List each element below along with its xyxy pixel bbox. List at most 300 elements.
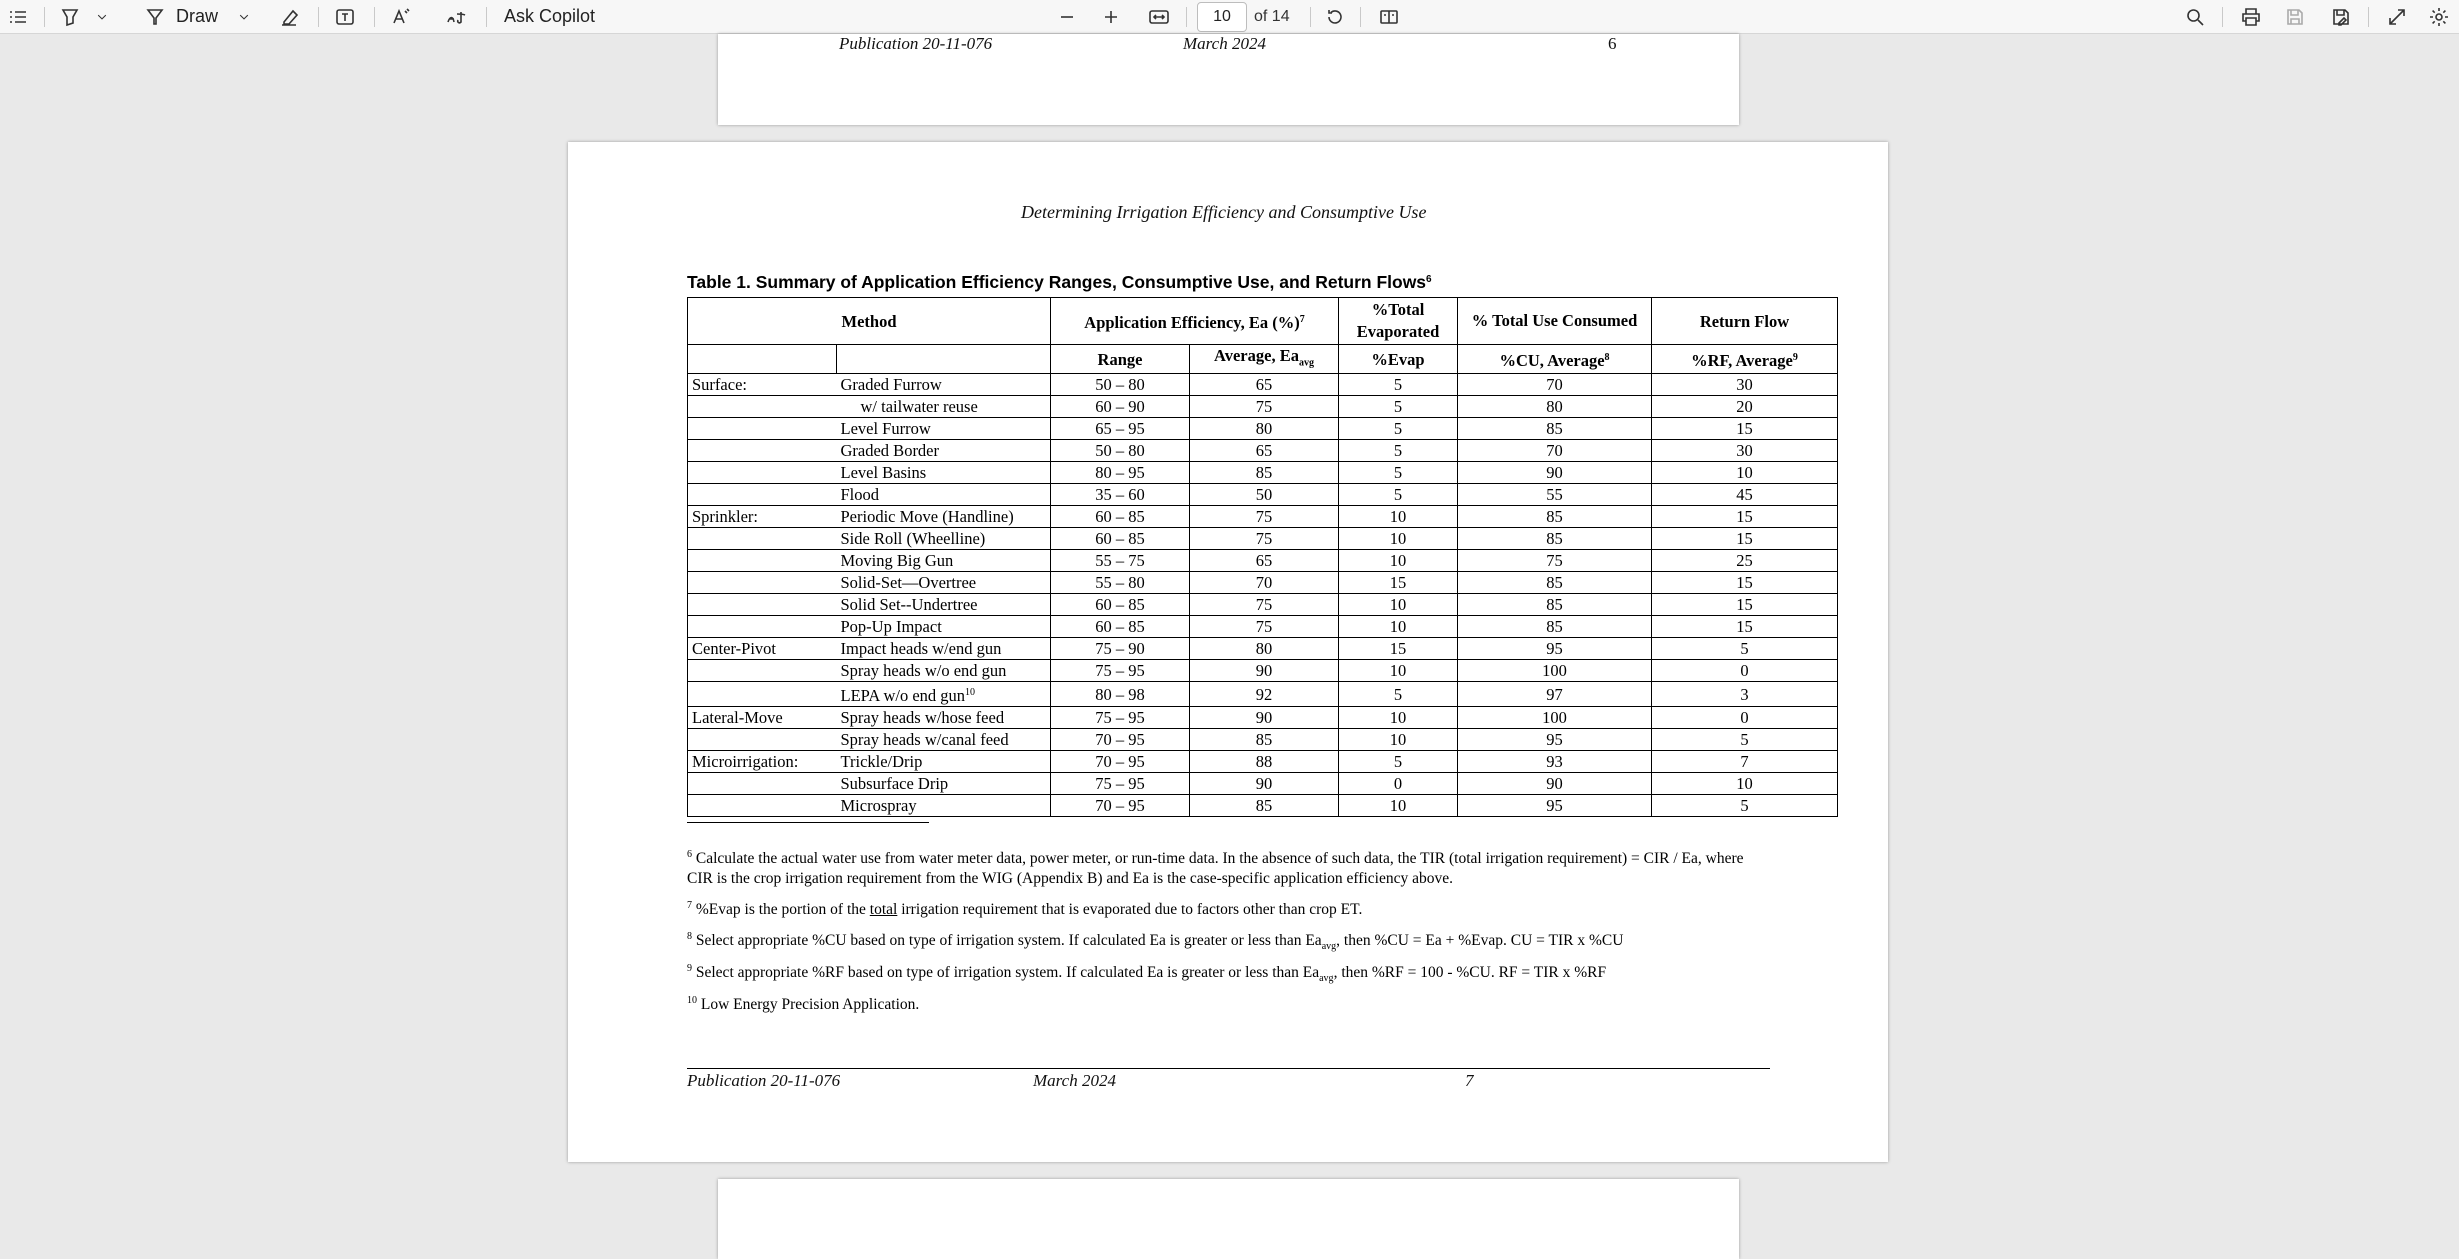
cell-evap xyxy=(1339,682,1458,707)
cell-evap-text: 5 xyxy=(1393,684,1403,704)
cell-rf-text: 10 xyxy=(1736,774,1753,794)
cell-evap xyxy=(1339,638,1458,660)
text-box-icon[interactable] xyxy=(330,0,360,33)
cell-cu-text: 75 xyxy=(1546,551,1563,571)
cell-cu xyxy=(1458,616,1652,638)
zoom-out-icon[interactable] xyxy=(1052,0,1082,33)
cell-evap-text: 5 xyxy=(1393,485,1403,505)
divider xyxy=(44,7,45,27)
cell-cu xyxy=(1458,550,1652,572)
cell-evap xyxy=(1339,506,1458,528)
highlight-icon[interactable] xyxy=(56,0,84,33)
cell-group-text: Microirrigation: xyxy=(692,752,799,772)
read-aloud-icon[interactable] xyxy=(386,0,416,33)
divider xyxy=(2222,7,2223,27)
highlight-chevron-down-icon[interactable] xyxy=(92,0,112,33)
cell-range xyxy=(1051,773,1190,795)
cell-rf xyxy=(1652,462,1838,484)
draw-button[interactable]: Draw xyxy=(176,6,219,26)
cell-evap xyxy=(1339,795,1458,817)
cell-average-text: 50 xyxy=(1255,485,1273,505)
table-row xyxy=(688,682,1838,707)
cell-method-text: Trickle/Drip xyxy=(840,752,923,772)
cell-range-text: 55 – 75 xyxy=(1095,551,1145,571)
cell-method xyxy=(837,528,1051,550)
cell-rf xyxy=(1652,729,1838,751)
cell-evap xyxy=(1339,396,1458,418)
cell-evap-text: 5 xyxy=(1393,752,1403,772)
cell-method xyxy=(837,440,1051,462)
cell-cu-text: 90 xyxy=(1546,774,1563,794)
cell-group xyxy=(688,550,837,572)
cell-rf-text: 15 xyxy=(1736,507,1753,527)
cell-cu-text: 85 xyxy=(1546,573,1563,593)
page-view-icon[interactable] xyxy=(1374,0,1404,33)
cell-range-text: 50 – 80 xyxy=(1095,441,1145,461)
draw-icon[interactable] xyxy=(140,0,170,33)
cell-method xyxy=(837,638,1051,660)
cell-evap xyxy=(1339,751,1458,773)
zoom-in-icon[interactable] xyxy=(1096,0,1126,33)
cell-range-text: 80 – 98 xyxy=(1095,684,1145,704)
cell-method-text: Level Basins xyxy=(840,463,927,483)
cell-average xyxy=(1190,418,1339,440)
footnote-number: 9 xyxy=(687,963,692,974)
cell-range xyxy=(1051,550,1190,572)
cell-evap-text: 10 xyxy=(1389,595,1407,615)
footer-page-number: 7 xyxy=(1465,1071,1474,1090)
footnote-separator xyxy=(687,822,929,823)
cell-method-text: Moving Big Gun xyxy=(840,551,954,571)
cell-group xyxy=(688,462,837,484)
cell-group-text: Surface: xyxy=(692,375,747,395)
save-icon[interactable] xyxy=(2280,0,2310,33)
cell-evap-text: 15 xyxy=(1389,639,1407,659)
cell-average xyxy=(1190,729,1339,751)
search-icon[interactable] xyxy=(2180,0,2210,33)
cell-rf-text: 5 xyxy=(1740,796,1749,816)
cell-group xyxy=(688,707,837,729)
cell-range xyxy=(1051,616,1190,638)
footnote-number: 8 xyxy=(687,931,692,942)
cell-evap xyxy=(1339,550,1458,572)
cell-range-text: 35 – 60 xyxy=(1095,485,1145,505)
cell-cu xyxy=(1458,660,1652,682)
table-row xyxy=(688,660,1838,682)
cell-evap xyxy=(1339,484,1458,506)
cell-group xyxy=(688,660,837,682)
cell-rf-text: 30 xyxy=(1736,441,1753,461)
cell-cu xyxy=(1458,751,1652,773)
cell-cu-text: 85 xyxy=(1546,529,1563,549)
cell-rf xyxy=(1652,572,1838,594)
cell-rf xyxy=(1652,594,1838,616)
cell-rf-text: 5 xyxy=(1740,639,1749,659)
cell-method-text: Solid-Set—Overtree xyxy=(840,573,977,593)
cell-range-text: 75 – 90 xyxy=(1095,639,1145,659)
footnote-text: Select appropriate %RF based on type of irrigation system. If calculated Ea is greater or less than Ea xyxy=(695,964,1320,981)
cell-method-text: Spray heads w/canal feed xyxy=(840,730,1009,750)
footer-rule xyxy=(687,1068,1770,1069)
cell-range-text: 75 – 95 xyxy=(1095,708,1145,728)
running-header: Determining Irrigation Efficiency and Consumptive Use xyxy=(1021,202,1427,222)
cell-average-text: 75 xyxy=(1255,617,1273,637)
cell-group-text: Lateral-Move xyxy=(692,708,783,728)
header-total-evaporated: %Total Evaporated xyxy=(1339,298,1458,345)
cell-method-text: Spray heads w/hose feed xyxy=(840,708,1005,728)
fit-to-width-icon[interactable] xyxy=(1144,0,1174,33)
divider xyxy=(2368,7,2369,27)
cell-evap xyxy=(1339,660,1458,682)
header-return-flow: Return Flow xyxy=(1652,298,1838,345)
table-row xyxy=(688,751,1838,773)
cell-group xyxy=(688,418,837,440)
cell-method xyxy=(837,682,1051,707)
cell-group xyxy=(688,528,837,550)
cell-average xyxy=(1190,707,1339,729)
cell-average xyxy=(1190,594,1339,616)
footnote-6 xyxy=(687,845,1767,889)
cell-cu-text: 100 xyxy=(1542,708,1567,728)
cell-rf xyxy=(1652,773,1838,795)
cell-group xyxy=(688,773,837,795)
cell-range-text: 55 – 80 xyxy=(1095,573,1145,593)
cell-average xyxy=(1190,440,1339,462)
cell-range-text: 60 – 90 xyxy=(1095,397,1145,417)
table-row xyxy=(688,528,1838,550)
table-row xyxy=(688,795,1838,817)
header-app-eff-footnote-ref: 7 xyxy=(1299,314,1305,325)
cell-method xyxy=(837,462,1051,484)
cell-cu xyxy=(1458,440,1652,462)
cell-range-text: 60 – 85 xyxy=(1095,595,1145,615)
cell-average xyxy=(1190,572,1339,594)
cell-range xyxy=(1051,484,1190,506)
table-row xyxy=(688,594,1838,616)
cell-cu xyxy=(1458,773,1652,795)
cell-method-text: w/ tailwater reuse xyxy=(860,397,978,417)
footer-date: March 2024 xyxy=(1183,34,1266,53)
cell-cu-text: 85 xyxy=(1546,507,1563,527)
cell-cu xyxy=(1458,462,1652,484)
cell-average-text: 88 xyxy=(1255,752,1273,772)
cell-cu-text: 85 xyxy=(1546,419,1563,439)
cell-range xyxy=(1051,795,1190,817)
eraser-icon[interactable] xyxy=(274,0,304,33)
cell-method xyxy=(837,795,1051,817)
cell-average-text: 80 xyxy=(1255,639,1273,659)
cell-range xyxy=(1051,440,1190,462)
table-row xyxy=(688,707,1838,729)
cell-range xyxy=(1051,396,1190,418)
cell-rf-text: 7 xyxy=(1740,752,1749,772)
cell-evap-text: 5 xyxy=(1393,397,1403,417)
cell-evap-text: 10 xyxy=(1389,551,1407,571)
cell-average-text: 90 xyxy=(1255,661,1273,681)
cell-evap xyxy=(1339,572,1458,594)
cell-evap xyxy=(1339,528,1458,550)
footer-date: March 2024 xyxy=(1033,1071,1116,1090)
expand-icon[interactable] xyxy=(2382,0,2412,33)
cell-evap xyxy=(1339,773,1458,795)
next-page xyxy=(718,1179,1739,1259)
cell-evap-text: 15 xyxy=(1389,573,1407,593)
print-icon[interactable] xyxy=(2236,0,2266,33)
footnote-text: Low Energy Precision Application. xyxy=(700,996,920,1013)
cell-average-text: 85 xyxy=(1255,796,1273,816)
cell-group xyxy=(688,682,837,707)
cell-method xyxy=(837,729,1051,751)
cell-average-text: 90 xyxy=(1255,708,1273,728)
cell-group xyxy=(688,795,837,817)
cell-evap-text: 5 xyxy=(1393,441,1403,461)
cell-method xyxy=(837,484,1051,506)
cell-method xyxy=(837,773,1051,795)
cell-method-text: Graded Furrow xyxy=(840,375,942,395)
cell-cu-text: 95 xyxy=(1546,796,1563,816)
cell-range-text: 50 – 80 xyxy=(1095,375,1145,395)
cell-method xyxy=(837,707,1051,729)
cell-group-text: Sprinkler: xyxy=(692,507,758,527)
cell-cu-text: 80 xyxy=(1546,397,1563,417)
cell-range xyxy=(1051,506,1190,528)
table-row xyxy=(688,773,1838,795)
footnote-10 xyxy=(687,991,1767,1015)
footnote-text: Select appropriate %CU based on type of irrigation system. If calculated Ea is greater or less than Ea xyxy=(695,932,1322,949)
cell-method-footnote-ref: 10 xyxy=(965,687,976,699)
table-row xyxy=(688,572,1838,594)
footnote-subscript: avg xyxy=(1321,941,1337,953)
cell-rf-text: 15 xyxy=(1736,573,1753,593)
cell-evap-text: 10 xyxy=(1389,708,1407,728)
footnote-8 xyxy=(687,927,1767,957)
cell-rf xyxy=(1652,707,1838,729)
cell-method-text: Periodic Move (Handline) xyxy=(840,507,1014,527)
cell-method-text: LEPA w/o end gun xyxy=(840,686,966,706)
header-rf-footnote-ref: 9 xyxy=(1792,352,1798,364)
contents-icon[interactable] xyxy=(4,0,32,33)
cell-cu-text: 95 xyxy=(1546,730,1563,750)
footnote-number: 7 xyxy=(687,900,692,911)
header-rf xyxy=(1652,345,1838,374)
cell-method-text: Solid Set--Undertree xyxy=(840,595,978,615)
divider xyxy=(1186,7,1187,27)
header-range: Range xyxy=(1051,345,1190,374)
cell-cu xyxy=(1458,729,1652,751)
cell-average xyxy=(1190,528,1339,550)
cell-average-text: 65 xyxy=(1255,551,1273,571)
divider xyxy=(1360,7,1361,27)
cell-range-text: 65 – 95 xyxy=(1095,419,1145,439)
cell-cu-text: 85 xyxy=(1546,617,1563,637)
header-average-sub: avg xyxy=(1298,357,1314,369)
table-row xyxy=(688,396,1838,418)
cell-range-text: 60 – 85 xyxy=(1095,529,1145,549)
footnote-underlined-text: total xyxy=(869,901,898,918)
cell-cu xyxy=(1458,418,1652,440)
cell-method-text: Subsurface Drip xyxy=(840,774,949,794)
cell-rf-text: 15 xyxy=(1736,595,1753,615)
page-number-input[interactable]: 10 xyxy=(1197,2,1247,32)
ask-copilot-button[interactable]: Ask Copilot xyxy=(504,6,596,26)
cell-method xyxy=(837,660,1051,682)
header-blank xyxy=(688,345,837,374)
save-as-icon[interactable] xyxy=(2326,0,2356,33)
cell-average xyxy=(1190,396,1339,418)
cell-average xyxy=(1190,616,1339,638)
header-average xyxy=(1190,345,1339,374)
cell-cu xyxy=(1458,682,1652,707)
footnote-subscript: avg xyxy=(1319,973,1334,985)
cell-cu xyxy=(1458,396,1652,418)
cell-rf-text: 0 xyxy=(1740,708,1749,728)
cell-rf-text: 15 xyxy=(1736,529,1753,549)
cell-average-text: 65 xyxy=(1255,441,1273,461)
cell-range xyxy=(1051,572,1190,594)
divider xyxy=(1310,7,1311,27)
header-evap: %Evap xyxy=(1339,345,1458,374)
cell-range xyxy=(1051,528,1190,550)
cell-rf-text: 3 xyxy=(1740,684,1749,704)
cell-range-text: 70 – 95 xyxy=(1095,796,1145,816)
table-row xyxy=(688,638,1838,660)
cell-rf xyxy=(1652,374,1838,396)
cell-range-text: 70 – 95 xyxy=(1095,730,1145,750)
cell-cu xyxy=(1458,707,1652,729)
footer-publication: Publication 20-11-076 xyxy=(687,1071,841,1090)
cell-rf xyxy=(1652,795,1838,817)
table-row xyxy=(688,462,1838,484)
header-rf-text: %RF, Average xyxy=(1691,351,1793,371)
cell-cu xyxy=(1458,795,1652,817)
cell-method-text: Graded Border xyxy=(840,441,940,461)
cell-evap xyxy=(1339,462,1458,484)
cell-range-text: 60 – 85 xyxy=(1095,617,1145,637)
cell-average xyxy=(1190,682,1339,707)
header-method: Method xyxy=(688,298,1051,345)
header-average-text: Average, Ea xyxy=(1214,346,1299,365)
cell-range xyxy=(1051,751,1190,773)
footnote-number: 10 xyxy=(687,995,697,1006)
cell-evap-text: 10 xyxy=(1389,617,1407,637)
cell-average xyxy=(1190,484,1339,506)
total-pages-label: of 14 xyxy=(1254,7,1290,25)
footnote-text: Calculate the actual water use from water meter data, power meter, or run-time data. In the absence of such data, the TIR (total irrigation requirement) = CIR / Ea, where CIR is the crop irrigation requirement from the WIG (Appendix B) and Ea is the case-specific application efficiency above. xyxy=(687,850,1744,887)
divider xyxy=(486,7,487,27)
cell-method xyxy=(837,550,1051,572)
cell-range-text: 75 – 95 xyxy=(1095,774,1145,794)
cell-group xyxy=(688,638,837,660)
cell-evap-text: 10 xyxy=(1389,796,1407,816)
cell-method xyxy=(837,506,1051,528)
footnote-7 xyxy=(687,896,1767,920)
cell-method-text: Impact heads w/end gun xyxy=(840,639,1002,659)
table-row xyxy=(688,616,1838,638)
table-row xyxy=(688,418,1838,440)
cell-range xyxy=(1051,462,1190,484)
cell-range xyxy=(1051,374,1190,396)
cell-rf xyxy=(1652,660,1838,682)
cell-cu-text: 97 xyxy=(1546,684,1563,704)
efficiency-table xyxy=(687,297,1838,817)
divider xyxy=(374,7,375,27)
cell-evap xyxy=(1339,418,1458,440)
draw-chevron-down-icon[interactable] xyxy=(234,0,254,33)
header-blank xyxy=(837,345,1051,374)
cell-rf-text: 45 xyxy=(1736,485,1753,505)
cell-cu-text: 93 xyxy=(1546,752,1563,772)
translate-icon[interactable] xyxy=(440,0,474,33)
cell-rf-text: 25 xyxy=(1736,551,1753,571)
header-cu xyxy=(1458,345,1652,374)
table-row xyxy=(688,484,1838,506)
cell-average-text: 70 xyxy=(1255,573,1273,593)
cell-rf xyxy=(1652,616,1838,638)
footnote-text: , then %RF = 100 - %CU. RF = TIR x %RF xyxy=(1333,964,1607,981)
footnote-number: 6 xyxy=(687,849,692,860)
cell-cu-text: 85 xyxy=(1546,595,1563,615)
cell-average-text: 75 xyxy=(1255,507,1273,527)
rotate-icon[interactable] xyxy=(1320,0,1350,33)
cell-cu-text: 95 xyxy=(1546,639,1563,659)
cell-cu-text: 55 xyxy=(1546,485,1563,505)
table-row xyxy=(688,440,1838,462)
footnote-text: , then %CU = Ea + %Evap. CU = TIR x %CU xyxy=(1336,932,1624,949)
cell-rf xyxy=(1652,528,1838,550)
table-title xyxy=(687,272,1432,293)
cell-average xyxy=(1190,751,1339,773)
cell-cu-text: 90 xyxy=(1546,463,1563,483)
cell-evap-text: 10 xyxy=(1389,730,1407,750)
cell-average-text: 85 xyxy=(1255,463,1273,483)
cell-range xyxy=(1051,594,1190,616)
cell-average-text: 90 xyxy=(1255,774,1273,794)
cell-group xyxy=(688,751,837,773)
cell-average-text: 92 xyxy=(1255,684,1273,704)
cell-rf-text: 20 xyxy=(1736,397,1753,417)
header-total-use-consumed: % Total Use Consumed xyxy=(1458,298,1652,345)
footnote-text: %Evap is the portion of the xyxy=(695,901,870,918)
footer-page-number: 6 xyxy=(1608,34,1617,53)
cell-cu-text: 70 xyxy=(1546,441,1563,461)
cell-evap-text: 5 xyxy=(1393,419,1403,439)
cell-method-text: Spray heads w/o end gun xyxy=(840,661,1007,681)
divider xyxy=(318,7,319,27)
cell-cu xyxy=(1458,528,1652,550)
cell-cu-text: 70 xyxy=(1546,375,1563,395)
cell-range-text: 75 – 95 xyxy=(1095,661,1145,681)
cell-range-text: 70 – 95 xyxy=(1095,752,1145,772)
cell-evap xyxy=(1339,729,1458,751)
settings-gear-icon[interactable] xyxy=(2424,0,2454,33)
cell-method-text: Microspray xyxy=(840,796,917,816)
cell-average xyxy=(1190,660,1339,682)
cell-rf xyxy=(1652,506,1838,528)
table-row xyxy=(688,550,1838,572)
cell-rf xyxy=(1652,638,1838,660)
cell-range xyxy=(1051,660,1190,682)
cell-average-text: 75 xyxy=(1255,529,1273,549)
cell-range xyxy=(1051,418,1190,440)
cell-cu xyxy=(1458,594,1652,616)
cell-evap xyxy=(1339,374,1458,396)
cell-evap-text: 5 xyxy=(1393,375,1403,395)
cell-group xyxy=(688,506,837,528)
previous-page xyxy=(718,34,1739,125)
cell-group xyxy=(688,374,837,396)
cell-cu xyxy=(1458,484,1652,506)
cell-cu xyxy=(1458,374,1652,396)
